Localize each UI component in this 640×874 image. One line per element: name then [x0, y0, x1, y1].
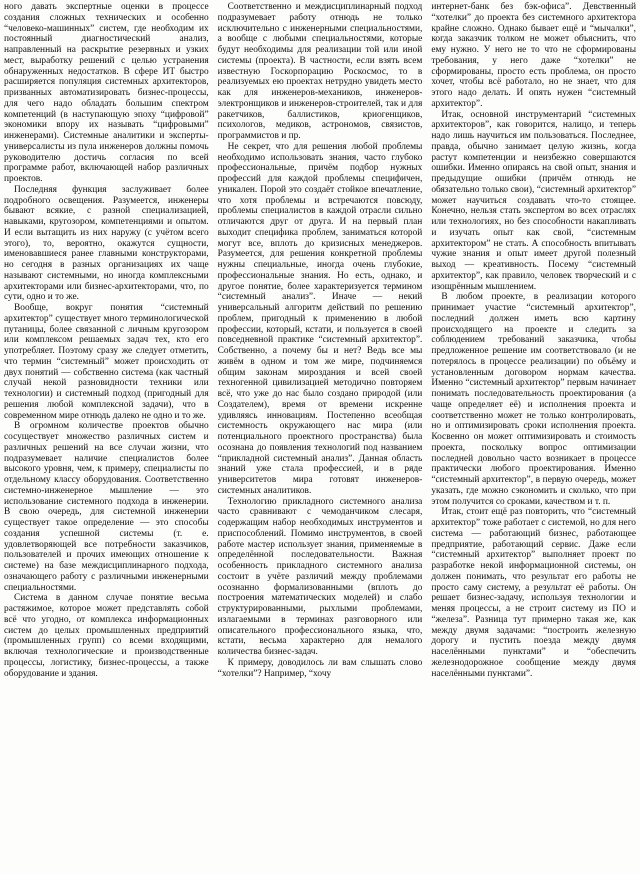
text-column-2 — [218, 2, 423, 870]
paragraph: интернет-банк без бэк-офиса”. Девственный “хотелки” до проекта без системного архитектора крайне сложно. Однако бывает ещё и “мычалки”, когда заказчик толком не может объяснить, что ему нужно. У него не то что не сформированы требования, у него даже “хотелки” не сформированы, просто есть проблема, он просто хочет, чтобы всё работало, но не знает, что для этого надо делать. И опять нужен “системный архитектор”. — [431, 2, 636, 109]
paragraph: Вообще, вокруг понятия “системный архитектор” существует много терминологической путаницы, более связанной с личным кругозором или комплексом решаемых задач тех, кто его употребляет. Поэтому сразу же следует отметить, что термин “системный” может происходить от двух понятий — собственно система (как частный случай некой разновидности техники или технологии) и системный подход (пригодный для решения любой комплексной задачи), что в современном мире отнюдь далеко не одно и то же. — [4, 303, 209, 421]
paragraph: Последняя функция заслуживает более подробного освещения. Разумеется, инженеры бывают всякие, с разной специализацией, навыками, кругозором, компетенциями и опытом. И если вытащить из них наружу (с учётом всего этого), то, вероятно, окажутся сущности, именовавшиеся ранее главными конструкторами, но сегодня в разных организациях их чаще называют системными, но иногда комплексными архитекторами или бизнес-архитекторами, что, по сути, одно и то же. — [4, 184, 209, 303]
paragraph: К примеру, доводилось ли вам слышать слово “хотелки”? Например, “хочу — [217, 657, 423, 679]
paragraph: Соответственно и междисциплинарный подход подразумевает работу отнюдь не только исключительно с инженерными специальностями, а вообще с любыми специальностями, которые будут необходимы для реализации той или иной системы (проекта). В частности, если взять всем известную Госкорпорацию Роскосмос, то в реализуемых ею проектах нетрудно увидеть место как для инженеров-механиков, инженеров-электронщиков и инженеров-строителей, так и для ракетчиков, баллистиков, криогенщиков, психологов, медиков, астрономов, связистов, программистов и пр. — [217, 2, 423, 141]
paragraph: Система в данном случае понятие весьма растяжимое, которое может представлять собой всё что угодно, от комплекса информационных систем до целых промышленных предприятий (промышленных групп) со всеми входящими, включая технологические и производственные процессы, логистику, бизнес-процессы, а также оборудование и здания. — [4, 593, 209, 679]
paragraph: Итак, основной инструментарий “системных архитекторов”, как говорится, налицо, и теперь надо лишь научиться им пользоваться. Последнее, правда, обычно занимает целую жизнь, когда растут компетенции и неизбежно совершаются ошибки. Именно опираясь на свой опыт, знания и предыдущие ошибки (причём отнюдь не обязательно только свои), “системный архитектор” может научиться создавать что-то стоящее. Конечно, нельзя стать экспертом во всех отраслях или технологиях, но без способности накапливать и изучать опыт как свой, “системным архитектором” не стать. А способность впитывать чужие знания и опыт имеет другой полезный выход — креативность. Посему “системный архитектор”, как правило, человек творческий и с изощрённым мышлением. — [431, 109, 636, 292]
paragraph: Итак, стоит ещё раз повторить, что “системный архитектор” тоже работает с системой, но для него система — работающий бизнес, работающее предприятие, работающий сервис. Даже если “системный архитектор” выполняет проект по разработке некой информационной системы, он должен понимать, что результат его работы не просто саму систему, а результат её работы. Он решает бизнес-задачу, используя технологии и меняя процессы, а не строит систему из ПО и “железа”. Разница тут примерно такая же, как между двумя задачами: “построить железную дорогу и пустить поезда между двумя населёнными пунктами” и “обеспечить железнодорожное сообщение между двумя населёнными пунктами”. — [431, 507, 636, 679]
text-column-1 — [4, 2, 209, 870]
paragraph: ного давать экспертные оценки в процессе создания сложных технических и особенно “человеко-машинных” систем, где необходим их постоянный диагностический анализ, направленный на раскрытие резервных и узких мест, выработку решений с целью устранения обнаруженных недостатков. В сфере ИТ быстро расширяется популяция системных архитекторов, призванных автоматизировать бизнес-процессы, для чего надо обладать большим спектром компетенций (в наступающую эпоху “цифровой” экономики впору их называть “цифровыми” инженерами). Системные аналитики и эксперты-универсалисты из пула инженеров должны помочь руководителю достичь согласия по всей программе работ, включающей набор различных проектов. — [4, 2, 209, 184]
text-column-3 — [431, 2, 636, 870]
paragraph: Не секрет, что для решения любой проблемы необходимо использовать знания, часто глубоко профессиональные, причём подбор нужных профессий для каждой проблемы специфичен, уникален. Порой это создаёт стойкое впечатление, что хотя проблемы и встречаются повсюду, проблемы специалистов в каждой отрасли сильно отличаются друг от друга. И на первый план выходит специфика проблем, заниматься которой могут все, вплоть до кризисных менеджеров. Разумеется, для решения конкретной проблемы нужны специальные, иногда очень глубокие, профессиональные знания. Но есть, однако, и другое понятие, более характеризуется термином “системный анализ”. Иначе — некий универсальный алгоритм действий по решению проблем, пригодный к применению в любой профессии, который, кстати, и пользуется в своей повседневной практике “системный архитектор”. Собственно, а почему бы и нет? Ведь все мы живём в одном и том же мире, подчиняемся общим законам мироздания и всей своей техногенной цивилизацией методично повторяем всё, что уже до нас было создано природой (или Создателем), время от времени искренне удивляясь инновациям. Постепенно всеобщая системность окружающего нас мира (или потенциального проектного пространства) была осознана до появления технологий под названием “прикладной системный анализ”. Данная область знаний уже стала профессией, и в ряде университетов мира готовят инженеров-системных аналитиков. — [217, 141, 423, 496]
paragraph: В любом проекте, в реализации которого принимает участие “системный архитектор”, последний должен иметь всю картину происходящего на проекте и следить за соблюдением требований заказчика, чтобы предложенное решение им соответствовало (и не потерялось в процессе реализации) по объёму и установленным договором нормам качества. Именно “системный архитектор” первым начинает понимать последовательность проектирования (а чаще определяет её) и исполнения проекта и соответственно может не только контролировать, но и оптимизировать сроки исполнения проекта. Косвенно он может оптимизировать и стоимость проекта, поскольку вопрос оптимизации последней довольно часто возникает в процессе практически любого проектирования. Именно “системный архитектор”, в первую очередь, может указать, где можно сэкономить и сколько, что при этом получится со сроками, качеством и т. п. — [431, 292, 636, 507]
paragraph: В огромном количестве проектов обычно сосуществует множество различных систем и различных решений на все случаи жизни, что подразумевает наличие специалистов более высокого уровня, чем, к примеру, специалисты по отдельному классу оборудования. Соответственно системно-инженерное мышление — это использование системного подхода в инженерии. В свою очередь, для системной инженерии существует такое определение — это способы создания успешной системы (т. е. удовлетворяющей все потребности заказчиков, пользователей и прочих имеющих отношение к системе) на базе междисциплинарного подхода, означающего работу с различными инженерными специальностями. — [4, 421, 209, 593]
paragraph: Технологию прикладного системного анализа часто сравнивают с чемоданчиком слесаря, содержащим набор необходимых инструментов и приспособлений. Помимо инструментов, в своей работе мастер использует знания, применяемые в определённой последовательности. Важная особенность прикладного системного анализа состоит в учёте различий между проблемами осознанно формализованными (вплоть до построения математических моделей) и слабо структурированными, рыхлыми проблемами, излагаемыми в терминах разговорного или описательного профессионального языка, что, кстати, весьма характерно для немалого количества бизнес-задач. — [217, 496, 423, 657]
